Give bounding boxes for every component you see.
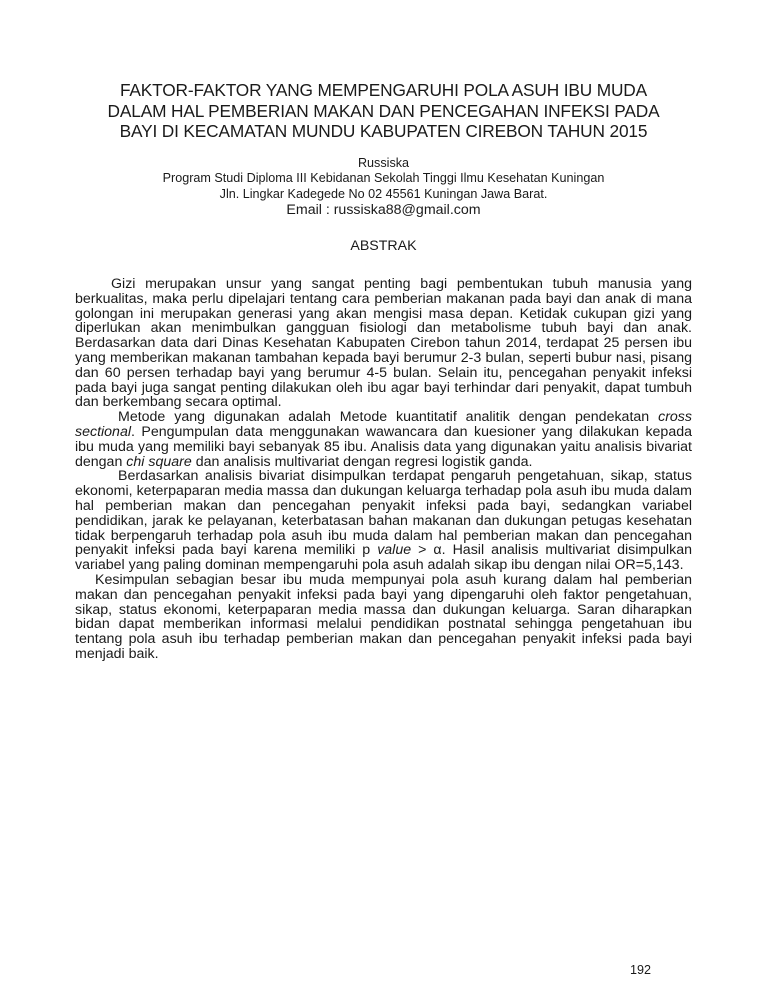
page-number: 192 xyxy=(629,963,651,977)
author-affiliation: Program Studi Diploma III Kebidanan Sekolah Tinggi Ilmu Kesehatan Kuningan xyxy=(162,171,605,185)
paragraph-2-text-b: . Pengumpulan data menggunakan wawancara dan kuesioner yang dilakukan kepada ibu muda yang memiliki bayi sebanyak 85 ibu. Analisis data yang digunakan yaitu analisis bivariat dengan xyxy=(75,423,692,470)
paper-page xyxy=(75,80,692,662)
abstract-paragraph-3 xyxy=(75,469,692,573)
title-line-2: DALAM HAL PEMBERIAN MAKAN DAN PENCEGAHAN INFEKSI PADA xyxy=(107,100,660,121)
paragraph-3-text-b: > α. Hasil analisis multivariat disimpulkan variabel yang paling dominan mempengaruhi pola asuh adalah sikap ibu dengan nilai OR=5,143. xyxy=(75,542,692,574)
abstract-paragraph-2 xyxy=(75,410,692,469)
paragraph-3-italic: value xyxy=(377,542,412,559)
abstract-paragraph-1: Gizi merupakan unsur yang sangat penting bagi pembentukan tubuh manusia yang berkualitas, maka perlu dipelajari tentang cara pemberian makanan pada bayi dan anak di mana golongan ini merupakan generasi yang akan mengisi masa depan. Ketidak cukupan gizi yang diperlukan akan menimbulkan gangguan fisiologi dan metabolisme tubuh bayi dan anak. Berdasarkan data dari Dinas Kesehatan Kabupaten Cirebon tahun 2014, terdapat 25 persen ibu yang memberikan makanan tambahan kepada bayi berumur 2-3 bulan, seperti bubur nasi, pisang dan 60 persen terhadap bayi yang berumur 4-5 bulan. Selain itu, pencegahan penyakit infeksi pada bayi juga sangat penting dilakukan oleh ibu agar bayi terhindar dari penyakit, dapat tumbuh dan berkembang secara optimal. xyxy=(75,276,692,411)
paragraph-2-text-a: Metode yang digunakan adalah Metode kuantitatif analitik dengan pendekatan xyxy=(118,409,650,426)
paragraph-3-text-a: Berdasarkan analisis bivariat disimpulkan terdapat pengaruh pengetahuan, sikap, status ekonomi, keterpaparan media massa dan dukungan keluarga terhadap pola asuh ibu muda dalam hal pemberian makan dan pencegahan penyakit infeksi pada bayi, sedangkan variabel pendidikan, jarak ke pelayanan, keterbatasan bahan makanan dan dukungan petugas kesehatan tidak berpengaruh terhadap pola asuh ibu muda dalam hal pemberian makan dan pencegahan penyakit infeksi pada bayi karena memiliki p xyxy=(75,468,692,559)
author-address: Jln. Lingkar Kadegede No 02 45561 Kuningan Jawa Barat. xyxy=(219,186,548,201)
paper-title xyxy=(75,80,692,142)
abstract-heading: ABSTRAK xyxy=(350,238,417,254)
author-name: Russiska xyxy=(357,155,410,170)
author-block xyxy=(75,156,692,220)
paragraph-2-italic-1: cross sectional xyxy=(75,409,692,440)
author-email: Email : russiska88@gmail.com xyxy=(286,202,481,218)
title-line-1: FAKTOR-FAKTOR YANG MEMPENGARUHI POLA ASUH IBU MUDA xyxy=(119,80,648,100)
abstract-body xyxy=(75,277,692,662)
abstract-paragraph-4: Kesimpulan sebagian besar ibu muda mempunyai pola asuh kurang dalam hal pemberian makan dan pencegahan penyakit infeksi pada bayi yang dipengaruhi oleh faktor pengetahuan, sikap, status ekonomi, keterpaparan media massa dan dukungan keluarga. Saran diharapkan bidan dapat memberikan informasi melalui pendidikan postnatal sehingga pengetahuan ibu tentang pola asuh ibu terhadap pemberian makan dan pencegahan penyakit infeksi pada bayi menjadi baik. xyxy=(75,571,692,662)
paragraph-2-text-c: dan analisis multivariat dengan regresi logistik ganda. xyxy=(195,453,533,470)
title-line-3: BAYI DI KECAMATAN MUNDU KABUPATEN CIREBON TAHUN 2015 xyxy=(119,121,648,141)
paragraph-2-italic-2: chi square xyxy=(126,453,192,470)
